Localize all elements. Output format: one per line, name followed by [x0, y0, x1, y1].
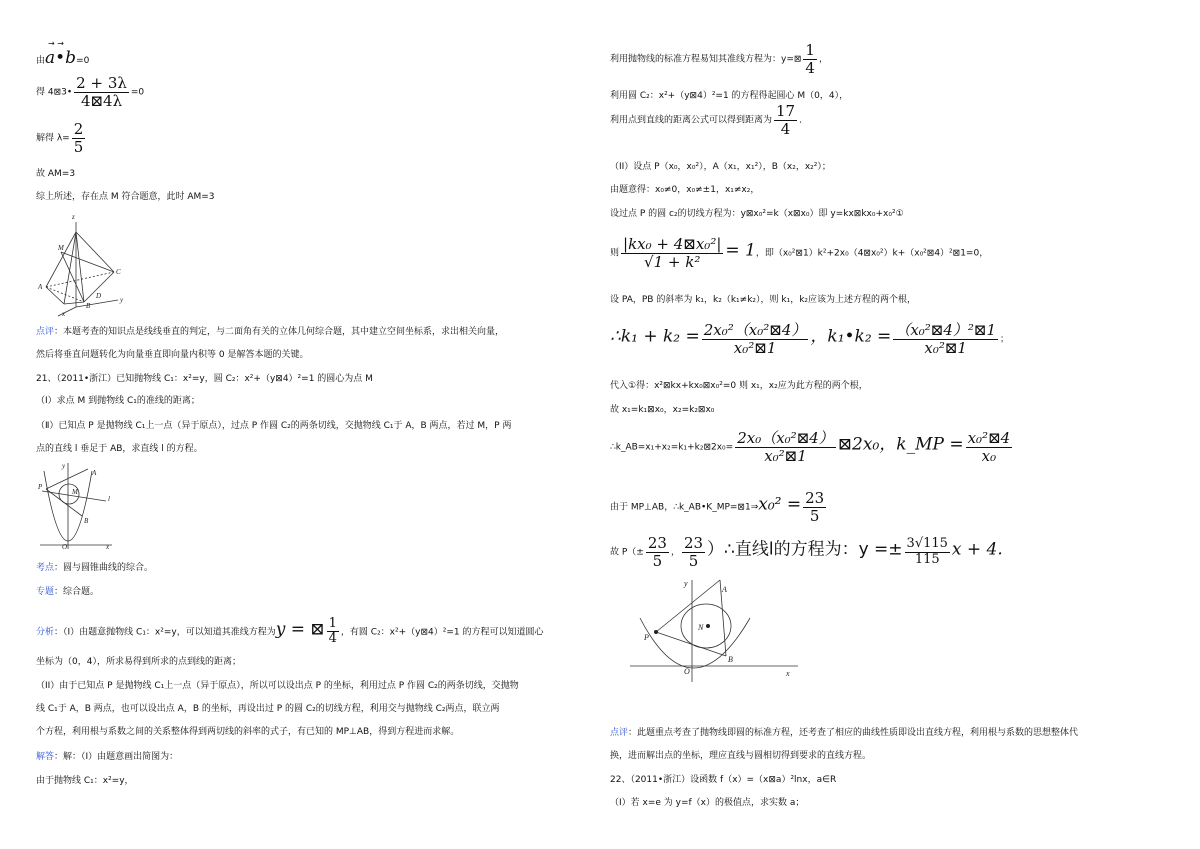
question-22: 22、（2011•浙江）设函数 f（x）=（x⊠a）²lnx，a∈R — [610, 775, 837, 785]
fig3-label: A — [722, 585, 727, 594]
line-summary: 综上所述，存在点 M 符合题意，此时 AM=3 — [36, 192, 215, 202]
point-n — [706, 624, 710, 628]
left-column — [36, 0, 596, 849]
parabola-circle-figure — [36, 461, 116, 551]
fenxi-line-5: 个方程，利用根与系数之间的关系整体得到两切线的斜率的式子，有已知的 MP⊥AB，得到方程进而求解。 — [36, 727, 460, 737]
zhuanti-line: 专题：综合题。 — [36, 587, 100, 597]
fig2-label: A — [92, 469, 97, 477]
fig1-label: M — [58, 244, 64, 252]
line-am: 故 AM=3 — [36, 169, 76, 179]
r-dianping-line-1: 点评：此题重点考查了抛物线即圆的标准方程，还考查了相应的曲线性质即设出直线方程，利用根与系数的思想整体代 — [610, 728, 1079, 738]
fraction: $\frac{23}{5}$ — [647, 534, 667, 570]
fig2-label: x — [106, 543, 110, 551]
point-p — [654, 630, 658, 634]
fig2-label: O — [62, 543, 68, 551]
fraction: $\frac{\text{2x₀（x₀²⊠4）}}{\text{x₀²⊠1}}$ — [737, 429, 834, 465]
fraction: $\frac{\text{x₀²⊠4}}{\text{x₀}}$ — [967, 429, 1011, 465]
question-21-part-ii-2: 点的直线 l 垂足于 AB，求直线 l 的方程。 — [36, 444, 203, 454]
fenxi-line-1: 分析：（I）由题意抛物线 C₁：x²=y，可以知道其准线方程为y = ⊠ $\frac{1}{4}$ ，有圆 C₂：x²+（y⊠4）²=1 的方程可以知道圆心 — [36, 616, 544, 647]
fraction: $\frac{3√115}{115}$ — [906, 536, 948, 567]
tangent-circle-figure — [630, 578, 800, 684]
comment-line-1: 点评：本题考查的知识点是线线垂直的判定，与二面角有关的立体几何综合题，其中建立空间坐标系，求出相关向量， — [36, 327, 505, 337]
r-vieta-line: ∴k₁ + k₂ = $\frac{\text{2x₀²（x₀²⊠4）}}{\text{x₀²⊠1}}$ ，k₁•k₂ = $\frac{\text{（x₀²⊠4）²⊠1}}{\text{x₀²⊠1}}$ ； — [610, 321, 1010, 357]
r-kab-line: ∴k_AB=x₁+x₂=k₁+k₂⊠2x₀= $\frac{\text{2x₀（x₀²⊠4）}}{\text{x₀²⊠1}}$ ⊠2x₀，k_MP = $\frac{\text{x₀²⊠4}}{\text{x₀}}$ — [610, 429, 1011, 465]
fig3-label: y — [684, 579, 688, 588]
fraction: $\frac{1}{4}$ — [328, 616, 337, 647]
r-slopes-line: 设 PA，PB 的斜率为 k₁，k₂（k₁≠k₂），则 k₁，k₂应该为上述方程的两个根， — [610, 295, 917, 305]
r-substitute-line: 代入①得：x²⊠kx+kx₀⊠x₀²=0 则 x₁，x₂应为此方程的两个根， — [610, 381, 868, 391]
fraction: $\frac{\text{2x₀²（x₀²⊠4）}}{\text{x₀²⊠1}}$ — [703, 321, 807, 357]
question-22-part-i: （Ⅰ）若 x=e 为 y=f（x）的极值点，求实数 a； — [610, 798, 805, 808]
fig1-label: B — [86, 302, 91, 310]
fig1-label: x — [62, 310, 66, 317]
fig2-label: B — [84, 517, 89, 525]
fraction: $\frac{\text{|kx₀ + 4⊠x₀²|}}{\text{√1 + k²}}$ — [623, 235, 722, 271]
fig1-label: A — [38, 283, 43, 291]
r-distance-line: 利用点到直线的距离公式可以得到距离为 $\frac{17}{4}$ ． — [610, 102, 809, 138]
fig3-label: B — [728, 655, 733, 664]
r-circle-center-line: 利用圆 C₂：x²+（y⊠4）²=1 的方程得起圆心 M（0，4）， — [610, 91, 849, 101]
question-21-part-i: （Ⅰ）求点 M 到抛物线 C₁的准线的距离； — [36, 396, 200, 406]
fig3-label: P — [644, 633, 649, 642]
fig2-label: l — [108, 495, 110, 503]
jieda-line-1: 解答：解：（I）由题意画出简图为： — [36, 752, 179, 762]
line-lambda-solution: 解得 λ= $\frac{2}{5}$ — [36, 120, 84, 156]
question-21-part-ii-1: （Ⅱ）已知点 P 是抛物线 C₁上一点（异于原点），过点 P 作圆 C₂的两条切线，交抛物线 C₁于 A，B 两点，若过 M，P 两 — [36, 421, 512, 431]
fraction: $\frac{2 + 3\lambda}{4⊠4\lambda}$ — [76, 74, 127, 110]
fig1-label: D — [96, 292, 102, 300]
r-result-line: 故 P（± $\frac{23}{5}$ ， $\frac{23}{5}$ ）∴直线l的方程为：y =± $\frac{3√115}{115}$ x + 4. — [610, 534, 1003, 570]
fenxi-line-2: 坐标为（0，4），所求易得到所求的点到线的距离； — [36, 657, 241, 667]
fig3-label: x — [786, 669, 790, 678]
pyramid-figure — [36, 212, 126, 317]
r-directrix-line: 利用抛物线的标准方程易知其准线方程为：y=⊠ $\frac{1}{4}$ ， — [610, 41, 828, 77]
fig3-label: N — [698, 623, 704, 632]
r-points-line: （II）设点 P（x₀，x₀²），A（x₁，x₁²），B（x₂，x₂²）； — [610, 162, 831, 172]
r-distance-eq-line: 则 $\frac{\text{|kx₀ + 4⊠x₀²|}}{\text{√1 + k²}}$ = 1，即（x₀²⊠1）k²+2x₀（4⊠x₀²）k+（x₀²⊠4）²⊠1=0， — [610, 235, 989, 271]
fig1-label: z — [72, 213, 75, 221]
comment-line-2: 然后将垂直问题转化为向量垂直即向量内积等 0 是解答本题的关键。 — [36, 350, 309, 360]
fenxi-line-3: （II）由于已知点 P 是抛物线 C₁上一点（异于原点），所以可以设出点 P 的坐标，利用过点 P 作圆 C₂的两条切线，交抛物 — [36, 681, 519, 691]
r-conditions-line: 由题意得：x₀≠0，x₀≠±1，x₁≠x₂， — [610, 185, 760, 195]
r-roots-line: 故 x₁=k₁⊠x₀，x₂=k₂⊠x₀ — [610, 405, 715, 415]
fig2-label: M — [72, 488, 78, 496]
fraction: $\frac{\text{（x₀²⊠4）²⊠1}}{\text{x₀²⊠1}}$ — [895, 321, 997, 357]
question-21: 21、（2011•浙江）已知抛物线 C₁：x²=y，圆 C₂：x²+（y⊠4）²=1 的圆心为点 M — [36, 374, 373, 384]
fraction: $\frac{2}{5}$ — [73, 120, 84, 156]
r-perpendicular-line: 由于 MP⊥AB，∴k_AB•K_MP=⊠1⇒x₀² = $\frac{23}{5}$ — [610, 489, 825, 525]
fig2-label: y — [62, 462, 66, 470]
kaodian-line: 考点：圆与圆锥曲线的综合。 — [36, 563, 154, 573]
fig1-label: C — [116, 268, 121, 276]
jieda-line-2: 由于抛物线 C₁：x²=y， — [36, 776, 134, 786]
fraction: $\frac{23}{5}$ — [683, 534, 704, 570]
fig3-label: O — [684, 667, 690, 676]
line-a-dot-b: 由a•b=0 — [36, 48, 90, 68]
fraction: $\frac{1}{4}$ — [805, 41, 815, 77]
right-column — [610, 0, 1180, 849]
fraction: $\frac{17}{4}$ — [776, 102, 796, 138]
r-tangent-line: 设过点 P 的圆 c₂的切线方程为：y⊠x₀²=k（x⊠x₀）即 y=kx⊠kx₀+x₀²① — [610, 209, 904, 219]
line-eq-lambda: 得 4⊠3• $\frac{2 + 3\lambda}{4⊠4\lambda}$ =0 — [36, 74, 145, 110]
vector-arrows: → → — [48, 39, 64, 48]
r-dianping-line-2: 换，进而解出点的坐标，理应直线与圆相切得到要求的直线方程。 — [610, 751, 872, 761]
fenxi-line-4: 线 C₁于 A，B 两点，也可以设出点 A，B 的坐标，再设出过 P 的圆 C₂的切线方程，利用交与抛物线 C₂两点，联立两 — [36, 704, 500, 714]
fraction: $\frac{23}{5}$ — [805, 489, 825, 525]
fig2-label: P — [38, 483, 43, 491]
fig1-label: y — [120, 296, 124, 304]
